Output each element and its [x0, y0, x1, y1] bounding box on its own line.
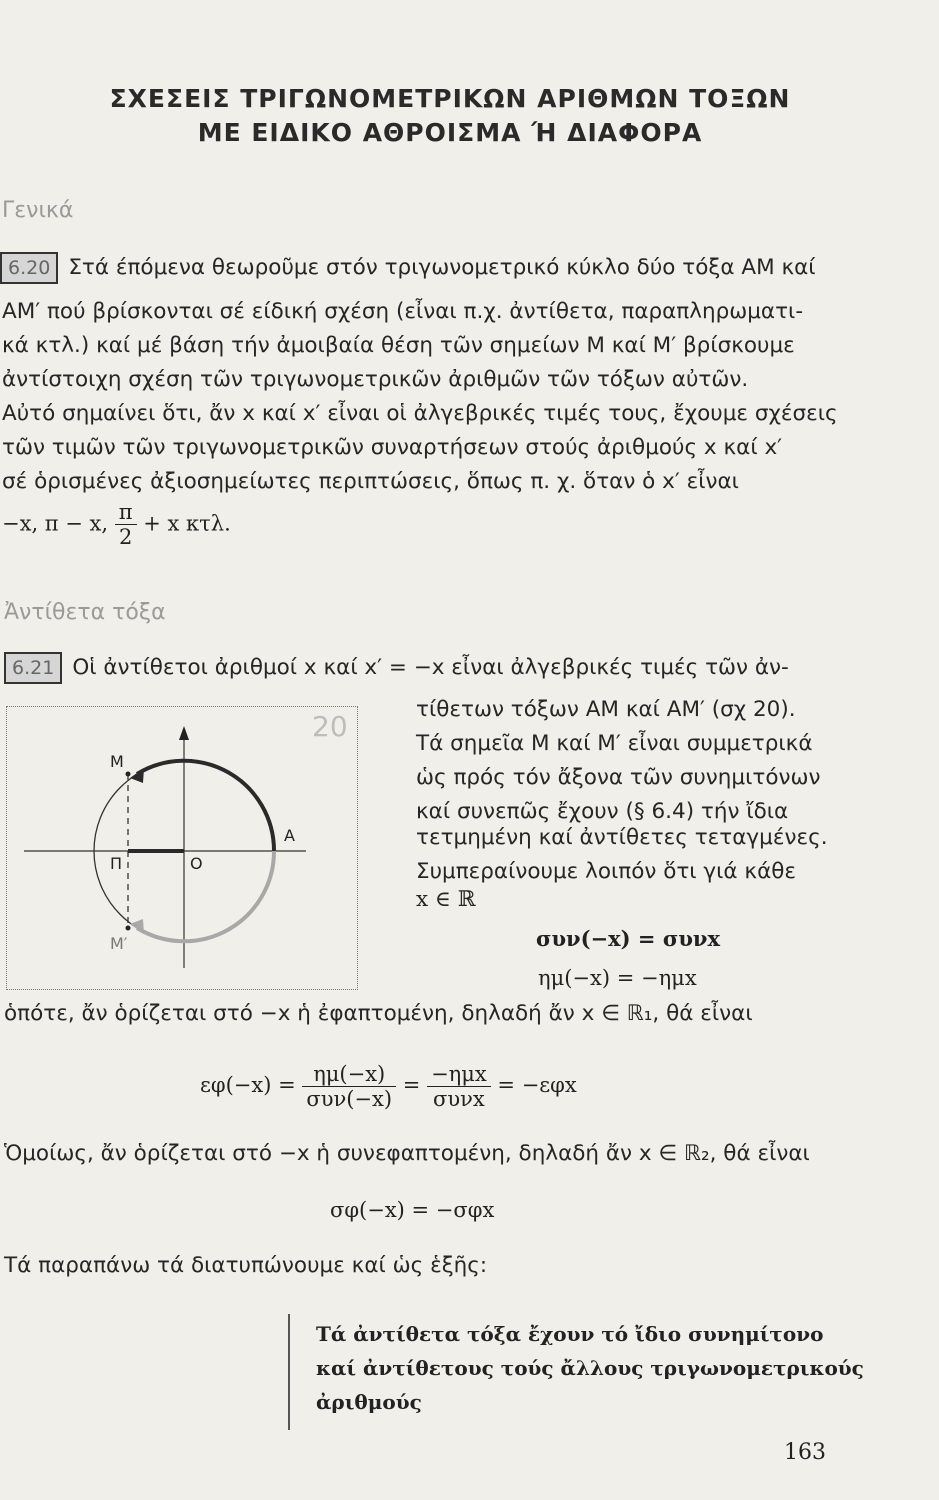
p621-text-l2: τίθετων τόξων ΑΜ καί ΑΜ′ (σχ 20). [416, 697, 796, 722]
highlight-line1: Τά ἀντίθετα τόξα ἔχουν τό ἴδιο συνημίτονο [316, 1322, 824, 1346]
p620-text-l5: Αὐτό σημαίνει ὅτι, ἄν x καί x′ εἶναι οἱ ἀλγεβρικές τιμές τους, ἔχουμε σχέσεις [2, 401, 838, 426]
page-title-line1: ΣΧΕΣΕΙΣ ΤΡΙΓΩΝΟΜΕΤΡΙΚΩΝ ΑΡΙΘΜΩΝ ΤΟΞΩΝ [109, 84, 791, 113]
tan-num-1: ημ(−x) [302, 1062, 396, 1087]
label-O: O [190, 854, 203, 873]
y-axis-arrowhead [179, 726, 189, 740]
section-heading-general: Γενικά [2, 198, 74, 223]
paragraph-6-20-line1 [0, 252, 816, 284]
section-heading-opposite: Ἀντίθετα τόξα [4, 600, 166, 625]
tan-eq: = [402, 1073, 421, 1097]
tan-den-1: συν(−x) [306, 1087, 393, 1111]
tan-lhs: εφ(−x) = [200, 1073, 296, 1097]
paragraph-6-21-line1 [4, 652, 789, 684]
p620-text-l3: κά κτλ.) καί μέ βάση τήν ἀμοιβαία θέση τῶν σημείων Μ καί Μ′ βρίσκουμε [2, 333, 795, 358]
label-Mprime: M′ [110, 934, 128, 953]
p620-text-l1: Στά έπόμενα θεωροῦμε στόν τριγωνομετρικό κύκλο δύο τόξα ΑΜ καί [68, 255, 816, 280]
highlight-line2: καί ἀντίθετους τούς ἄλλους τριγωνομετρικούς [316, 1356, 864, 1380]
fraction-num: π [115, 500, 137, 525]
p621-text-l11: Τά παραπάνω τά διατυπώνουμε καί ὡς ἑξῆς: [4, 1253, 488, 1278]
p620-fraction-pi-over-2 [115, 500, 137, 549]
page-number: 163 [784, 1440, 826, 1465]
p621-text-l8: x ∈ ℝ [416, 887, 476, 912]
p620-text-l8 [2, 500, 231, 549]
formula-sin-odd: ημ(−x) = −ημx [538, 966, 697, 990]
p621-text-l4: ὡς πρός τόν ἄξονα τῶν συνημιτόνων [416, 765, 821, 790]
tan-fraction-2 [427, 1062, 491, 1111]
arc-AMprime [137, 851, 274, 941]
p621-text-l5: καί συνεπῶς ἔχουν (§ 6.4) τήν ἴδια [416, 799, 789, 824]
label-A: A [284, 826, 295, 845]
figure-number: 20 [312, 710, 348, 743]
figure-20-unit-circle [6, 706, 356, 988]
p620-text-l2: ΑΜ′ πού βρίσκονται σέ είδική σχέση (εἶναι π.χ. ἀντίθετα, παραπληρωματι- [2, 299, 804, 324]
tan-rhs: = −εφx [497, 1073, 577, 1097]
point-Mprime [126, 926, 131, 931]
p621-text-l3: Τά σημεῖα Μ καί Μ′ εἶναι συμμετρικά [416, 731, 813, 756]
fraction-den: 2 [118, 525, 133, 549]
arc-AMprime-arrowhead [130, 919, 144, 934]
arc-AM [137, 761, 274, 851]
point-M [126, 772, 131, 777]
p621-text-l6: τετμημένη καί ἀντίθετες τεταγμένες. [416, 825, 828, 850]
arc-AM-arrowhead [130, 768, 144, 783]
paragraph-number-6-21: 6.21 [4, 652, 62, 684]
p620-text-l6: τῶν τιμῶν τῶν τριγωνομετρικῶν συναρτήσεων στούς ἀριθμούς x καί x′ [2, 435, 783, 460]
formula-tan-odd [200, 1062, 577, 1111]
p620-expr-a: −x, π − x, [2, 511, 109, 536]
formula-cot-odd: σφ(−x) = −σφx [330, 1198, 495, 1222]
tan-num-2: −ημx [427, 1062, 491, 1087]
p621-text-l7: Συμπεραίνουμε λοιπόν ὅτι γιά κάθε [416, 859, 797, 884]
tan-den-2: συνx [433, 1087, 485, 1111]
formula-cos-even: συν(−x) = συνx [536, 926, 720, 951]
p620-expr-b: + x κτλ. [143, 511, 231, 536]
p620-text-l4: ἀντίστοιχη σχέση τῶν τριγωνομετρικῶν ἀριθμῶν τῶν τόξων αὐτῶν. [2, 367, 749, 392]
p620-text-l7: σέ ὁρισμένες ἀξιοσημείωτες περιπτώσεις, ὅπως π. χ. ὅταν ὁ x′ εἶναι [2, 469, 739, 494]
p621-text-l9: ὁπότε, ἄν ὁρίζεται στό −x ἡ ἐφαπτομένη, δηλαδή ἄν x ∈ ℝ₁, θά εἶναι [4, 1001, 753, 1026]
p621-text-l1: Οἱ ἀντίθετοι ἀριθμοί x καί x′ = −x εἶναι ἀλγεβρικές τιμές τῶν ἀν- [72, 655, 789, 680]
highlight-line3: ἀριθμούς [316, 1390, 422, 1414]
highlight-rule [288, 1314, 290, 1430]
label-M: M [110, 752, 124, 771]
label-P: Π [110, 854, 123, 873]
page-title-line2: ΜΕ ΕΙΔΙΚΟ ΑΘΡΟΙΣΜΑ Ή ΔΙΑΦΟΡΑ [197, 118, 703, 147]
p621-text-l10: Ὁμοίως, ἄν ὁρίζεται στό −x ἡ συνεφαπτομένη, δηλαδή ἄν x ∈ ℝ₂, θά εἶναι [4, 1141, 810, 1166]
tan-fraction-1 [302, 1062, 396, 1111]
paragraph-number-6-20: 6.20 [0, 252, 58, 284]
